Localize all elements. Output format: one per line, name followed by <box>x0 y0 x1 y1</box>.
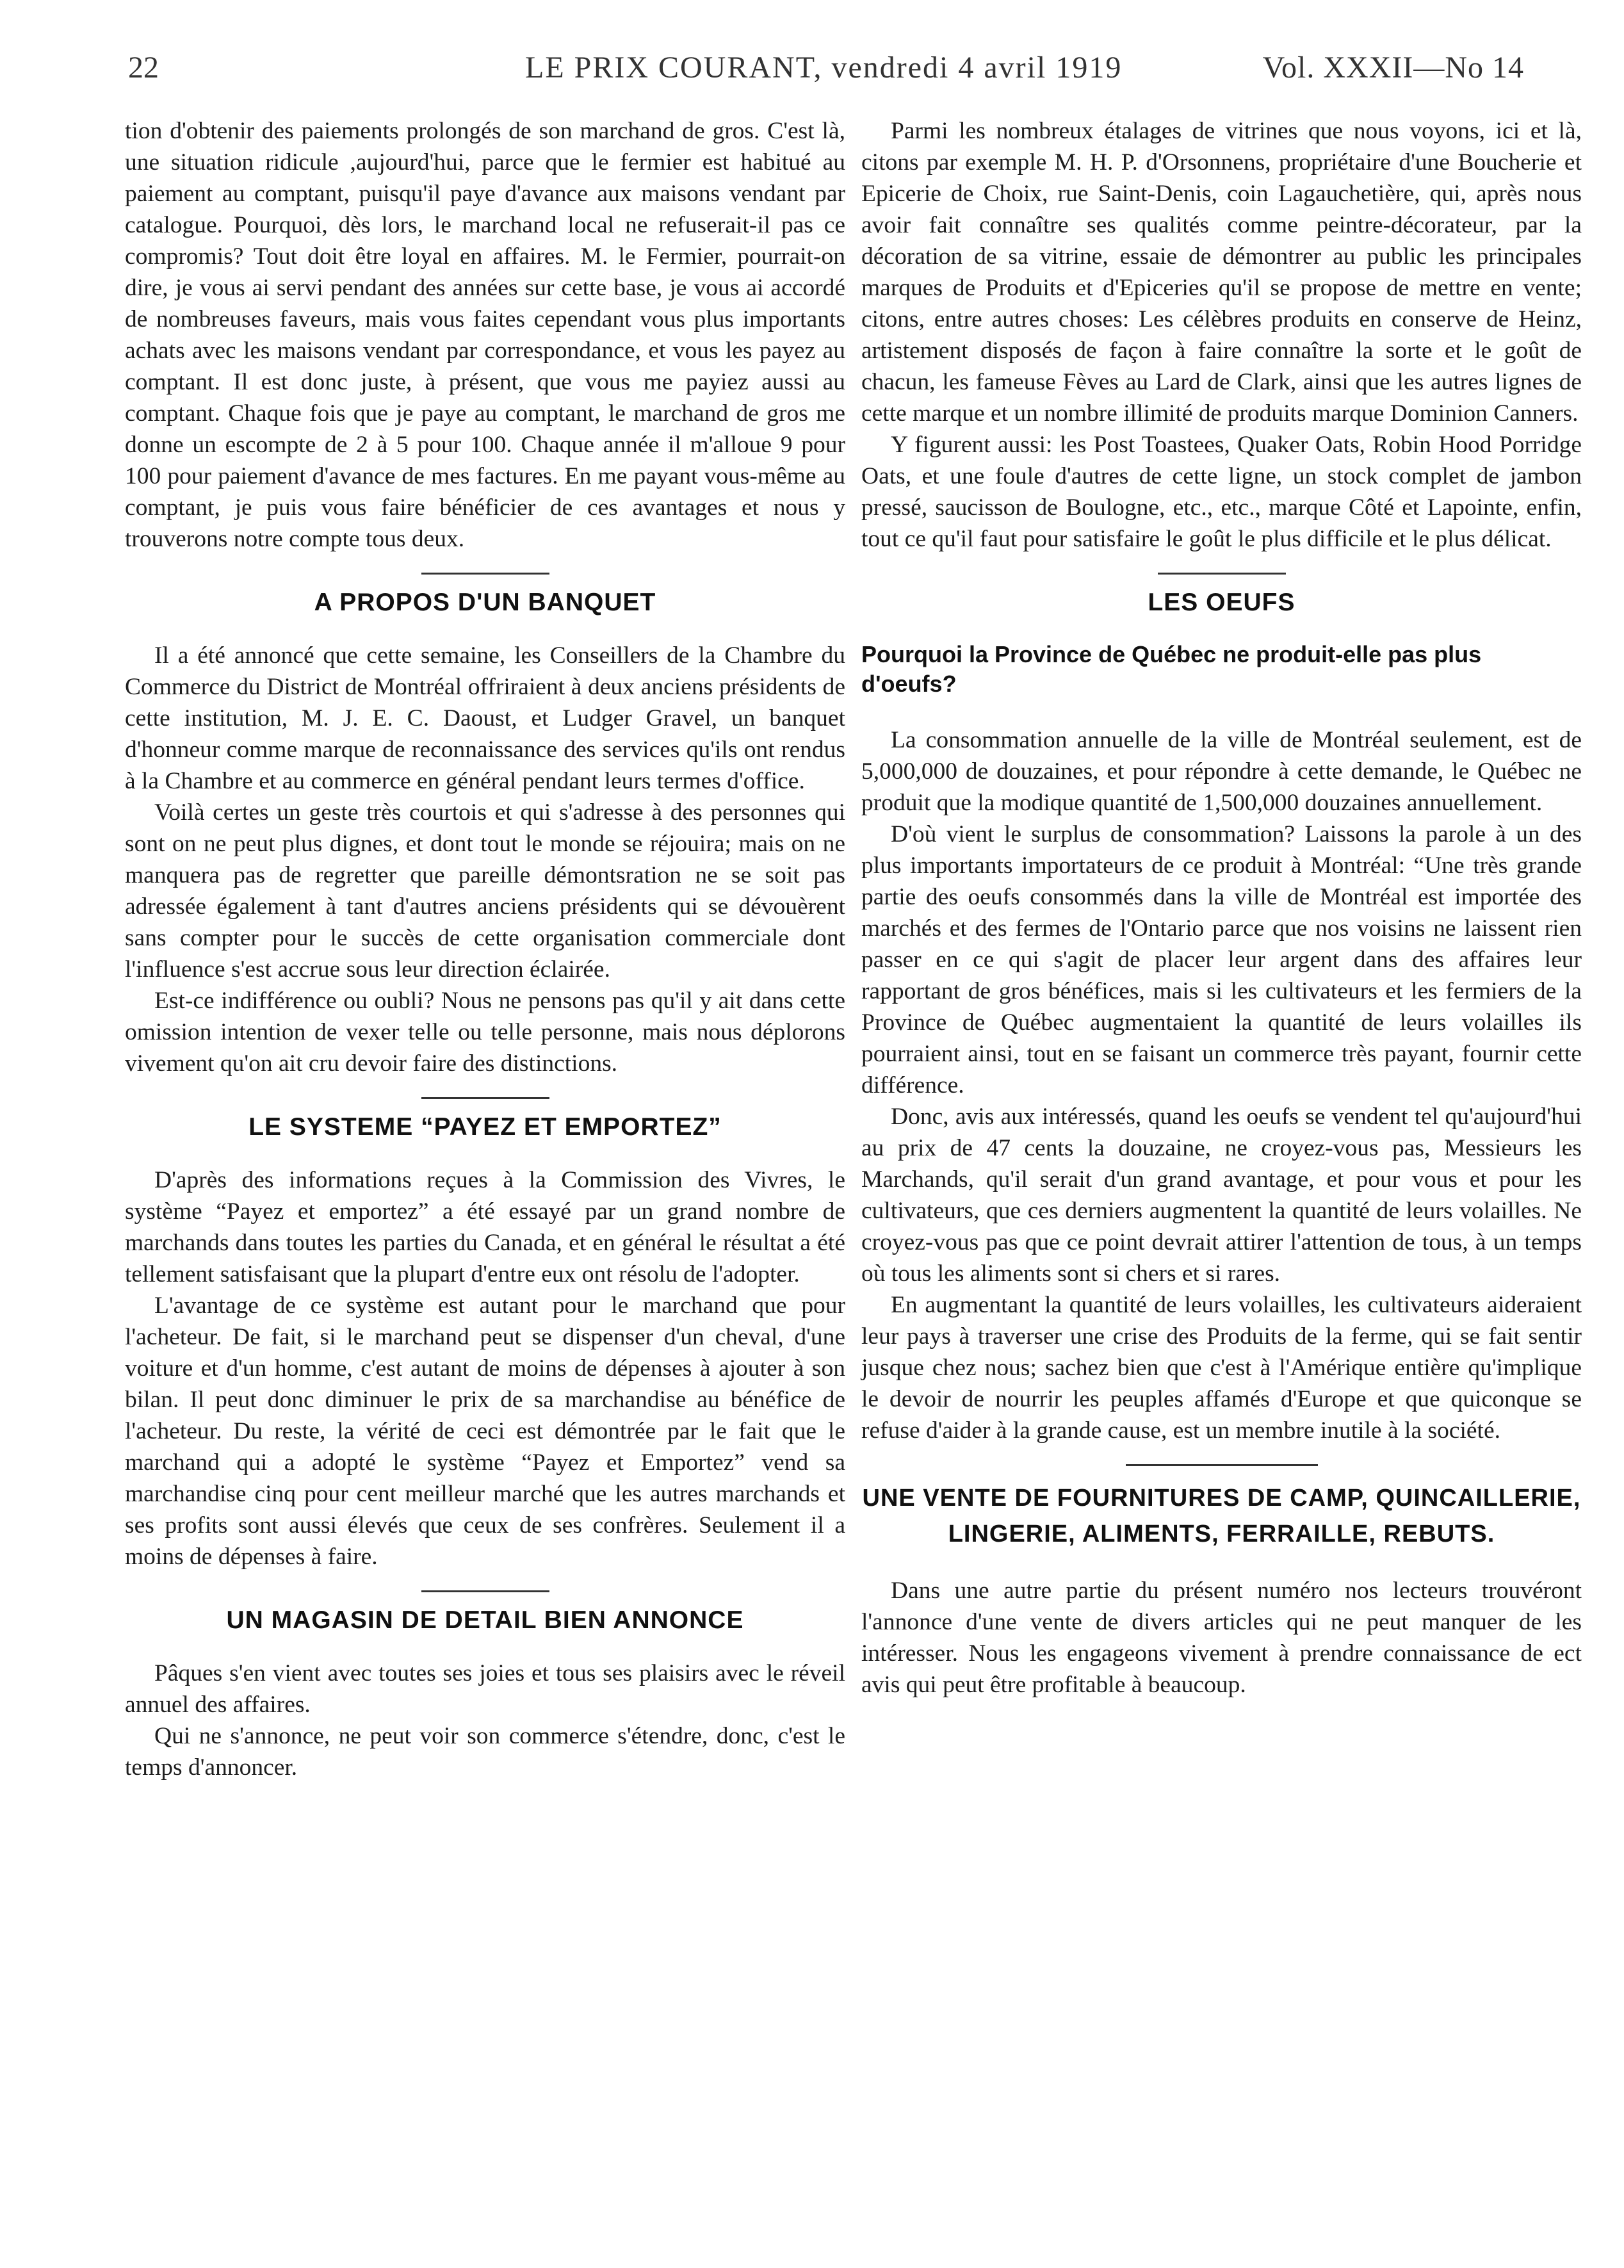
article-paragraph: L'avantage de ce système est autant pour le marchand que pour l'acheteur. De fait, si le marchand peut se dispenser d'un cheval, d'une voiture et d'un homme, c'est autant de moins de dépenses à ajouter à son bilan. Il peut donc diminuer le prix de sa marchandise au bénéfice de l'acheteur. Du reste, la vérité de ceci est démontrée par le fait que le marchand qui a adopté le système “Payez et Emportez” vend sa marchandise cinq pour cent meilleur marché que les autres marchands et ses profits sont aussi élevés que ceux de ses confrères. Seulement il a moins de dépenses à faire. <box>125 1293 845 1570</box>
section-divider <box>421 1097 549 1099</box>
article-paragraph: La consommation annuelle de la ville de Montréal seulement, est de 5,000,000 de douzaines, et pour répondre à cette demande, le Québec ne produit que la modique quantité de 1,500,000 douzaines annuellement. <box>861 727 1582 816</box>
article-paragraph: En augmentant la quantité de leurs volailles, les cultivateurs aideraient leur pays à traverser une crise des Produits de la ferme, qui se fait sentir jusque chez nous; sachez bien que c'est à l'Amérique entière qu'implique le devoir de nourrir les peuples affamés d'Europe et que quiconque se refuse d'aider à la grande cause, est un membre inutile à la société. <box>861 1292 1582 1444</box>
article-paragraph: D'où vient le surplus de consommation? Laissons la parole à un des plus importants importateurs de ce produit à Montréal: “Une très grande partie des oeufs consommés dans la ville de Montréal est importée des marchés et des fermes de l'Ontario parce que nos voisins ne laissent rien passer en ce qui s'agit de placer leur argent dans des affaires leur rapportant de gros bénéfices, mais si les cultivateurs et les fermiers de la Province de Québec augmentaient la quantité de leurs volailles ils pourraient ainsi, tout en se faisant un commerce très payant, fournir cette différence. <box>861 821 1582 1098</box>
article-paragraph: Est-ce indifférence ou oubli? Nous ne pensons pas qu'il y ait dans cette omission intention de vexer telle ou telle personne, mais nous déplorons vivement qu'on ait cru devoir faire des distinctions. <box>125 988 845 1077</box>
article-paragraph: D'après des informations reçues à la Commission des Vivres, le système “Payez et emportez” a été essayé par un grand nombre de marchands dans toutes les parties du Canada, et en général le résultat a été tellement satisfaisant que la plupart d'entre eux ont résolu de l'adopter. <box>125 1167 845 1287</box>
page-number: 22 <box>128 51 159 85</box>
article-paragraph: Pâques s'en vient avec toutes ses joies et tous ses plaisirs avec le réveil annuel des affaires. <box>125 1660 845 1718</box>
article-paragraph: Donc, avis aux intéressés, quand les oeufs se vendent tel qu'aujourd'hui au prix de 47 cents la douzaine, ne croyez-vous pas, Messieurs les Marchands, qu'il serait d'un grand avantage, et pour vous et pour les cultivateurs, que ces derniers augmentent la quantité de leurs volailles. Ne croyez-vous pas que ce point devrait attirer l'attention de tous, à un temps où tous les aliments sont si chers et si rares. <box>861 1104 1582 1287</box>
article-paragraph: Qui ne s'annonce, ne peut voir son commerce s'étendre, donc, c'est le temps d'annoncer. <box>125 1723 845 1781</box>
right-column <box>861 115 1582 1701</box>
oeufs-subheading: Pourquoi la Province de Québec ne produit-elle pas plus d'oeufs? <box>861 641 1482 697</box>
section-divider <box>421 573 549 575</box>
continued-paragraph: tion d'obtenir des paiements prolongés de son marchand de gros. C'est là, une situation ridicule ,aujourd'hui, parce que le fermier est habitué au paiement au comptant, puisqu'il paye d'avance aux maisons vendant par catalogue. Pourquoi, dès lors, le marchand local ne refuserait-il pas ce compromis? Tout doit être loyal en affaires. M. le Fermier, pourrait-on dire, je vous ai servi pendant des années sur cette base, je vous ai accordé de nombreuses faveurs, mais vous faites cependant vous plus importants achats avec les maisons vendant par correspondance, et vous les payez au comptant. Il est donc juste, à présent, que vous me payiez aussi au comptant. Chaque fois que je paye au comptant, le marchand de gros me donne un escompte de 2 à 5 pour 100. Chaque année il m'alloue 9 pour 100 pour paiement d'avance de mes factures. En me payant vous-même au comptant, je puis vous faire bénéficier de ces avantages et nous y trouverons notre compte tous deux. <box>125 118 845 552</box>
vente-heading: UNE VENTE DE FOURNITURES DE CAMP, QUINCAILLERIE, LINGERIE, ALIMENTS, FERRAILLE, REBUTS. <box>862 1485 1581 1547</box>
magasin-heading: UN MAGASIN DE DETAIL BIEN ANNONCE <box>226 1606 744 1634</box>
systeme-heading: LE SYSTEME “PAYEZ ET EMPORTEZ” <box>248 1113 722 1141</box>
section-divider <box>421 1590 549 1592</box>
article-paragraph: Y figurent aussi: les Post Toastees, Quaker Oats, Robin Hood Porridge Oats, et une foule d'autres de cette ligne, un stock complet de jambon pressé, saucisson de Boulogne, etc., etc., marque Côté et Lapointe, enfin, tout ce qu'il faut pour satisfaire le goût le plus difficile et le plus délicat. <box>861 432 1582 552</box>
article-paragraph: Dans une autre partie du présent numéro nos lecteurs trouvéront l'annonce d'une vente de divers articles qui ne peut manquer de les intéresser. Nous les engageons vivement à prendre connaissance de ect avis qui peut être profitable à beaucoup. <box>861 1578 1582 1698</box>
article-paragraph: Voilà certes un geste très courtois et qui s'adresse à des personnes qui sont on ne peut plus dignes, et dont tout le monde se réjouira; mais on ne manquera pas de regretter que pareille démontsration ne se soit pas adressée également à tant d'autres anciens présidents qui se dévouèrent sans compter pour le succès de cette organisation commerciale dont l'influence s'est accrue sous leur direction éclairée. <box>125 799 845 983</box>
oeufs-heading: LES OEUFS <box>1148 589 1295 616</box>
section-divider <box>1126 1464 1318 1466</box>
page-header <box>128 41 1524 92</box>
banquet-heading: A PROPOS D'UN BANQUET <box>314 589 656 616</box>
volume-number: Vol. XXXII—No 14 <box>1262 51 1524 85</box>
left-column <box>125 115 845 1783</box>
section-divider <box>1158 573 1286 575</box>
article-paragraph: Parmi les nombreux étalages de vitrines que nous voyons, ici et là, citons par exemple M. H. P. d'Orsonnens, propriétaire d'une Boucherie et Epicerie de Choix, rue Saint-Denis, coin Lagauchetière, qui, après nous avoir fait connaître ses qualités comme peintre-décorateur, par la décoration de sa vitrine, essaie de démontrer au public les principales marques de Produits et d'Epiceries qu'il se propose de mettre en vente; citons, entre autres choses: Les célèbres produits en conserve de Heinz, artistement disposés de façon à faire connaître la sorte et le goût de chacun, les fameuse Fèves au Lard de Clark, ainsi que les autres lignes de cette marque et un nombre illimité de produits marque Dominion Canners. <box>861 118 1582 427</box>
article-paragraph: Il a été annoncé que cette semaine, les Conseillers de la Chambre du Commerce du District de Montréal offriraient à deux anciens présidents de cette institution, M. J. E. C. Daoust, et Ludger Gravel, un banquet d'honneur comme marque de reconnaissance des services qu'ils ont rendus à la Chambre et au commerce en général pendant leurs termes d'office. <box>125 642 845 794</box>
publication-line: LE PRIX COURANT, vendredi 4 avril 1919 <box>525 51 1123 85</box>
